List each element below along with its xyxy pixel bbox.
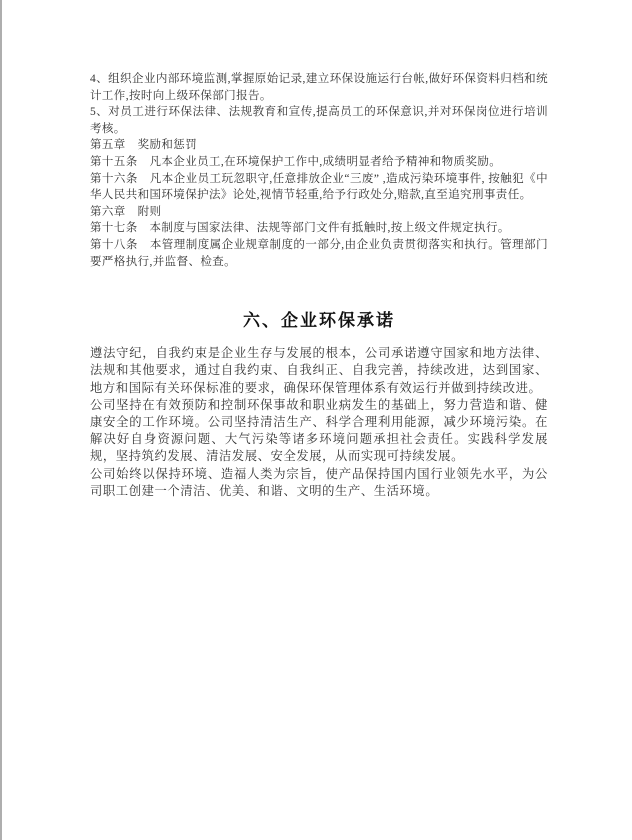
regulations-section	[90, 71, 548, 270]
article-15: 第十五条 凡本企业员工,在环境保护工作中,成绩明显者给予精神和物质奖励。	[90, 155, 502, 168]
chapter-6-title: 第六章 附则	[90, 205, 162, 218]
commitment-paragraph-2: 公司坚持在有效预防和控制环保事故和职业病发生的基础上，努力营造和谐、健康安全的工作环境。公司坚持清洁生产、科学合理利用能源，减少环境污染。在解决好自身资源问题、大气污染等诸多环境问题承担社会责任。实践科学发展规，坚持筑约发展、清洁发展、安全发展，从而实现可持续发展。	[90, 397, 548, 464]
article-17: 第十七条 本制度与国家法律、法规等部门文件有抵触时,按上级文件规定执行。	[90, 222, 510, 235]
section-heading: 六、企业环保承诺	[243, 311, 395, 331]
commitment-section	[90, 345, 548, 500]
paragraph-item-5: 5、对员工进行环保法律、法规教育和宣传,提高员工的环保意识,并对环保岗位进行培训考核。	[90, 106, 548, 135]
chapter-5-title: 第五章 奖励和惩罚	[90, 139, 198, 152]
paragraph-item-4: 4、组织企业内部环境监测,掌握原始记录,建立环保设施运行台帐,做好环保资料归档和统计工作,按时向上级环保部门报告。	[90, 73, 548, 102]
document-content	[90, 71, 548, 500]
commitment-paragraph-1: 遵法守纪，自我约束是企业生存与发展的根本，公司承诺遵守国家和地方法律、法规和其他要求，通过自我约束、自我纠正、自我完善，持续改进，达到国家、地方和国际有关环保标准的要求，确保环保管理体系有效运行并做到持续改进。	[90, 346, 548, 395]
article-18: 第十八条 本管理制度属企业规章制度的一部分,由企业负责贯彻落实和执行。管理部门要严格执行,并监督、检查。	[90, 238, 548, 268]
article-16: 第十六条 凡本企业员工玩忽职守,任意排放企业“三废” ,造成污染环境事件, 按触犯《中华人民共和国环境保护法》论处,视情节轻重,给予行政处分,赔款,直至追究刑事责任。	[90, 172, 548, 202]
commitment-paragraph-3: 公司始终以保持环境、造福人类为宗旨，使产品保持国内国行业领先水平，为公司职工创建一个清洁、优美、和谐、文明的生产、生活环境。	[90, 466, 548, 498]
